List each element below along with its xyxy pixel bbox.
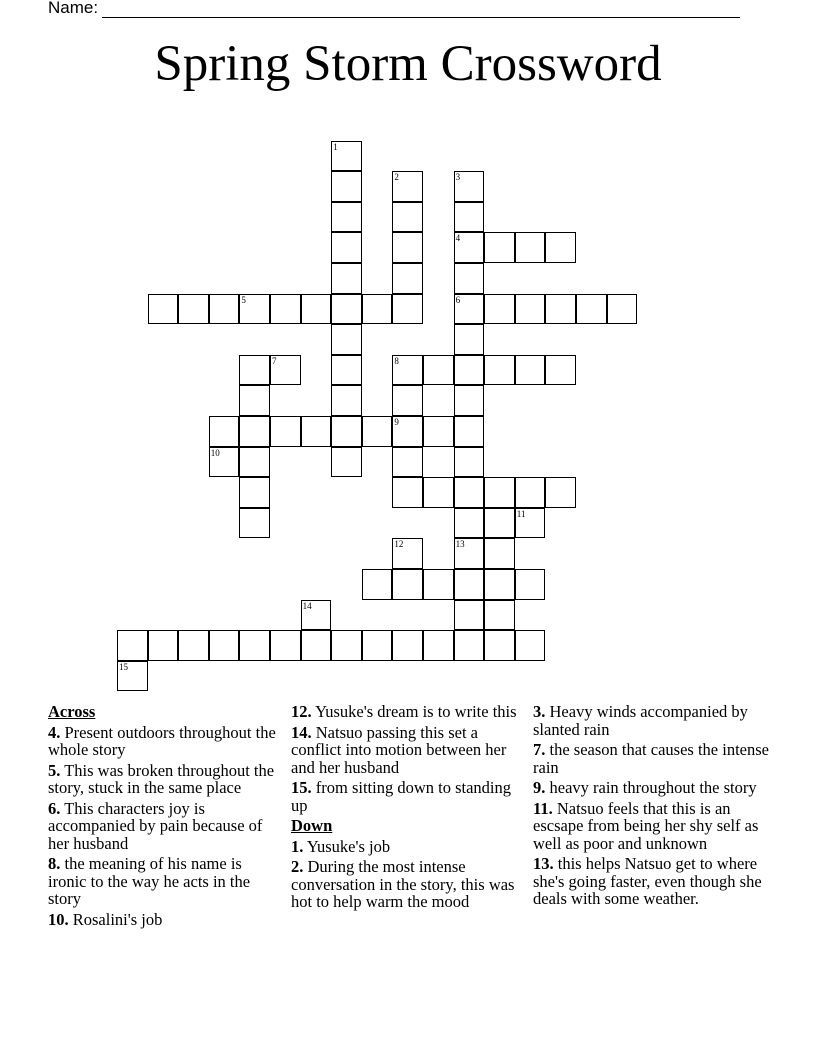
grid-cell[interactable] <box>270 294 301 325</box>
clue-text: Natsuo passing this set a conflict into motion between her and her husband <box>291 722 507 777</box>
grid-cell[interactable] <box>454 477 485 508</box>
clue-number-label: 8 <box>394 355 399 366</box>
grid-cell[interactable] <box>331 141 362 172</box>
grid-cell[interactable] <box>392 630 423 661</box>
grid-cell[interactable] <box>331 324 362 355</box>
grid-cell[interactable] <box>301 416 332 447</box>
clue-number-label: 1 <box>333 141 338 152</box>
grid-cell[interactable] <box>576 294 607 325</box>
grid-cell[interactable] <box>484 232 515 263</box>
clue-number: 15. <box>291 778 312 797</box>
grid-cell[interactable] <box>454 600 485 631</box>
clue-number-label: 2 <box>394 172 399 183</box>
grid-cell[interactable] <box>362 416 393 447</box>
clue-number: 4. <box>48 722 61 742</box>
grid-cell[interactable] <box>270 630 301 661</box>
clue-text: the season that causes the intense rain <box>533 740 769 777</box>
clue-text: Yusuke's job <box>303 836 391 856</box>
grid-cell[interactable] <box>484 508 515 539</box>
grid-cell[interactable] <box>484 355 515 386</box>
clue-text: Present outdoors throughout the whole story <box>48 722 276 759</box>
grid-cell[interactable] <box>239 447 270 478</box>
grid-cell[interactable] <box>454 232 485 263</box>
clue-number-label: 12 <box>394 539 404 550</box>
grid-cell[interactable] <box>454 569 485 600</box>
clue-number: 8. <box>48 854 61 873</box>
grid-cell[interactable] <box>545 294 576 325</box>
clue-number-label: 13 <box>455 539 465 550</box>
grid-cell[interactable] <box>392 538 423 569</box>
page-title: Spring Storm Crossword <box>154 36 662 92</box>
name-label: Name: <box>48 0 99 17</box>
clue-number: 2. <box>291 857 304 876</box>
grid-cell[interactable] <box>392 385 423 416</box>
grid-cell[interactable] <box>545 477 576 508</box>
clue-number-label: 10 <box>210 447 220 458</box>
grid-cell[interactable] <box>331 263 362 294</box>
grid-cell[interactable] <box>209 630 240 661</box>
grid-cell[interactable] <box>331 202 362 233</box>
clue-number-label: 4 <box>455 233 461 244</box>
grid-cell[interactable] <box>545 232 576 263</box>
grid-cell[interactable] <box>392 477 423 508</box>
grid-cell[interactable] <box>331 385 362 416</box>
clue-down-9 <box>533 779 769 797</box>
clue-text: the meaning of his name is ironic to the way he acts in the story <box>48 854 251 908</box>
grid-cell[interactable] <box>331 416 362 447</box>
grid-cell[interactable] <box>454 171 485 202</box>
grid-cell[interactable] <box>392 263 423 294</box>
grid-cell[interactable] <box>515 508 546 539</box>
clue-number-label: 7 <box>272 355 277 366</box>
down-heading: Down <box>291 816 333 835</box>
grid-cell[interactable] <box>270 355 301 386</box>
grid-cell[interactable] <box>239 294 270 325</box>
clue-down-3 <box>533 703 769 738</box>
grid-cell[interactable] <box>148 294 179 325</box>
grid-cell[interactable] <box>362 630 393 661</box>
grid-cell[interactable] <box>484 569 515 600</box>
grid-cell[interactable] <box>392 569 423 600</box>
clue-number: 14. <box>291 722 312 742</box>
grid-cell[interactable] <box>423 569 454 600</box>
grid-cell[interactable] <box>515 630 546 661</box>
clue-text: Heavy winds accompanied by slanted rain <box>533 702 748 739</box>
clue-number: 12. <box>291 702 312 721</box>
grid-cell[interactable] <box>484 477 515 508</box>
grid-cell[interactable] <box>148 630 179 661</box>
grid-cell[interactable] <box>331 447 362 478</box>
grid-cell[interactable] <box>362 294 393 325</box>
grid-cell[interactable] <box>454 538 485 569</box>
clue-number-label: 14 <box>302 600 312 611</box>
grid-cell[interactable] <box>117 630 148 661</box>
grid-cell[interactable] <box>454 324 485 355</box>
grid-cell[interactable] <box>484 294 515 325</box>
clue-across-15 <box>291 779 527 814</box>
grid-cell[interactable] <box>209 294 240 325</box>
grid-cell[interactable] <box>392 232 423 263</box>
clue-across-4 <box>48 724 284 759</box>
clue-down-1 <box>291 838 527 856</box>
grid-cell[interactable] <box>392 355 423 386</box>
clue-number: 13. <box>533 854 554 873</box>
clue-text: Yusuke's dream is to write this <box>311 702 517 721</box>
grid-cell[interactable] <box>484 600 515 631</box>
clue-text: heavy rain throughout the story <box>545 778 757 797</box>
across-heading: Across <box>48 702 96 721</box>
clues-column-3 <box>533 703 769 911</box>
clue-text: this helps Natsuo get to where she's going faster, even though she deals with some weather. <box>533 854 762 908</box>
clue-down-13 <box>533 855 769 908</box>
grid-cell[interactable] <box>484 630 515 661</box>
grid-cell[interactable] <box>423 416 454 447</box>
grid-cell[interactable] <box>239 355 270 386</box>
grid-cell[interactable] <box>454 385 485 416</box>
clue-text: This was broken throughout the story, stuck in the same place <box>48 760 275 797</box>
clue-number-label: 6 <box>455 294 461 305</box>
grid-cell[interactable] <box>117 661 148 692</box>
clue-number: 9. <box>533 778 546 797</box>
grid-cell[interactable] <box>331 171 362 202</box>
grid-cell[interactable] <box>209 447 240 478</box>
clue-number-label: 9 <box>394 417 399 427</box>
clue-text: This characters joy is accompanied by pain because of her husband <box>48 798 263 853</box>
grid-cell[interactable] <box>515 294 546 325</box>
clue-down-2 <box>291 858 527 911</box>
grid-cell[interactable] <box>392 447 423 478</box>
grid-cell[interactable] <box>607 294 638 325</box>
grid-cell[interactable] <box>239 630 270 661</box>
clue-number: 5. <box>48 760 61 780</box>
grid-cell[interactable] <box>454 202 485 233</box>
grid-cell[interactable] <box>301 630 332 661</box>
clue-text: Natsuo feels that this is an escsape from being her shy self as well as poor and unknown <box>533 798 759 853</box>
grid-cell[interactable] <box>454 294 485 325</box>
clue-across-5 <box>48 762 284 797</box>
clues-column-1 <box>48 703 284 931</box>
grid-cell[interactable] <box>392 171 423 202</box>
grid-cell[interactable] <box>301 294 332 325</box>
clue-across-6 <box>48 800 284 853</box>
clue-number-label: 11 <box>516 508 526 519</box>
clue-number: 3. <box>533 702 546 721</box>
grid-cell[interactable] <box>239 508 270 539</box>
grid-cell[interactable] <box>515 569 546 600</box>
clue-text: During the most intense conversation in the story, this was hot to help warm the mood <box>291 857 515 911</box>
grid-cell[interactable] <box>301 600 332 631</box>
grid-cell[interactable] <box>392 416 423 447</box>
grid-cell[interactable] <box>423 477 454 508</box>
clue-text: Rosalini's job <box>68 909 163 929</box>
clue-number-label: 3 <box>455 172 461 183</box>
grid-cell[interactable] <box>392 294 423 325</box>
grid-cell[interactable] <box>454 447 485 478</box>
grid-cell[interactable] <box>515 477 546 508</box>
clues-column-2 <box>291 703 527 914</box>
clue-across-8 <box>48 855 284 908</box>
clue-across-14 <box>291 724 527 777</box>
grid-cell[interactable] <box>515 232 546 263</box>
grid-cell[interactable] <box>331 630 362 661</box>
grid-cell[interactable] <box>270 416 301 447</box>
clue-across-12 <box>291 703 527 721</box>
clue-number: 10. <box>48 909 69 929</box>
grid-cell[interactable] <box>178 630 209 661</box>
clue-across-10 <box>48 911 284 929</box>
grid-cell[interactable] <box>454 263 485 294</box>
clue-number: 1. <box>291 836 304 856</box>
grid-cell[interactable] <box>362 569 393 600</box>
grid-cell[interactable] <box>239 385 270 416</box>
grid-cell[interactable] <box>392 202 423 233</box>
grid-cell[interactable] <box>515 355 546 386</box>
clue-number: 11. <box>533 798 553 818</box>
grid-cell[interactable] <box>423 630 454 661</box>
grid-cell[interactable] <box>178 294 209 325</box>
clue-text: from sitting down to standing up <box>291 778 511 815</box>
grid-cell[interactable] <box>484 538 515 569</box>
grid-cell[interactable] <box>454 508 485 539</box>
clue-down-7 <box>533 741 769 776</box>
grid-cell[interactable] <box>454 355 485 386</box>
clue-number: 6. <box>48 798 61 818</box>
grid-cell[interactable] <box>454 630 485 661</box>
clue-number-label: 15 <box>119 661 128 672</box>
grid-cell[interactable] <box>209 416 240 447</box>
grid-cell[interactable] <box>239 477 270 508</box>
grid-cell[interactable] <box>331 355 362 386</box>
grid-cell[interactable] <box>423 355 454 386</box>
clue-down-11 <box>533 800 769 853</box>
clue-number: 7. <box>533 740 546 759</box>
grid-cell[interactable] <box>239 416 270 447</box>
grid-cell[interactable] <box>331 232 362 263</box>
clue-number-label: 5 <box>241 294 246 305</box>
grid-cell[interactable] <box>454 416 485 447</box>
grid-cell[interactable] <box>331 294 362 325</box>
grid-cell[interactable] <box>545 355 576 386</box>
